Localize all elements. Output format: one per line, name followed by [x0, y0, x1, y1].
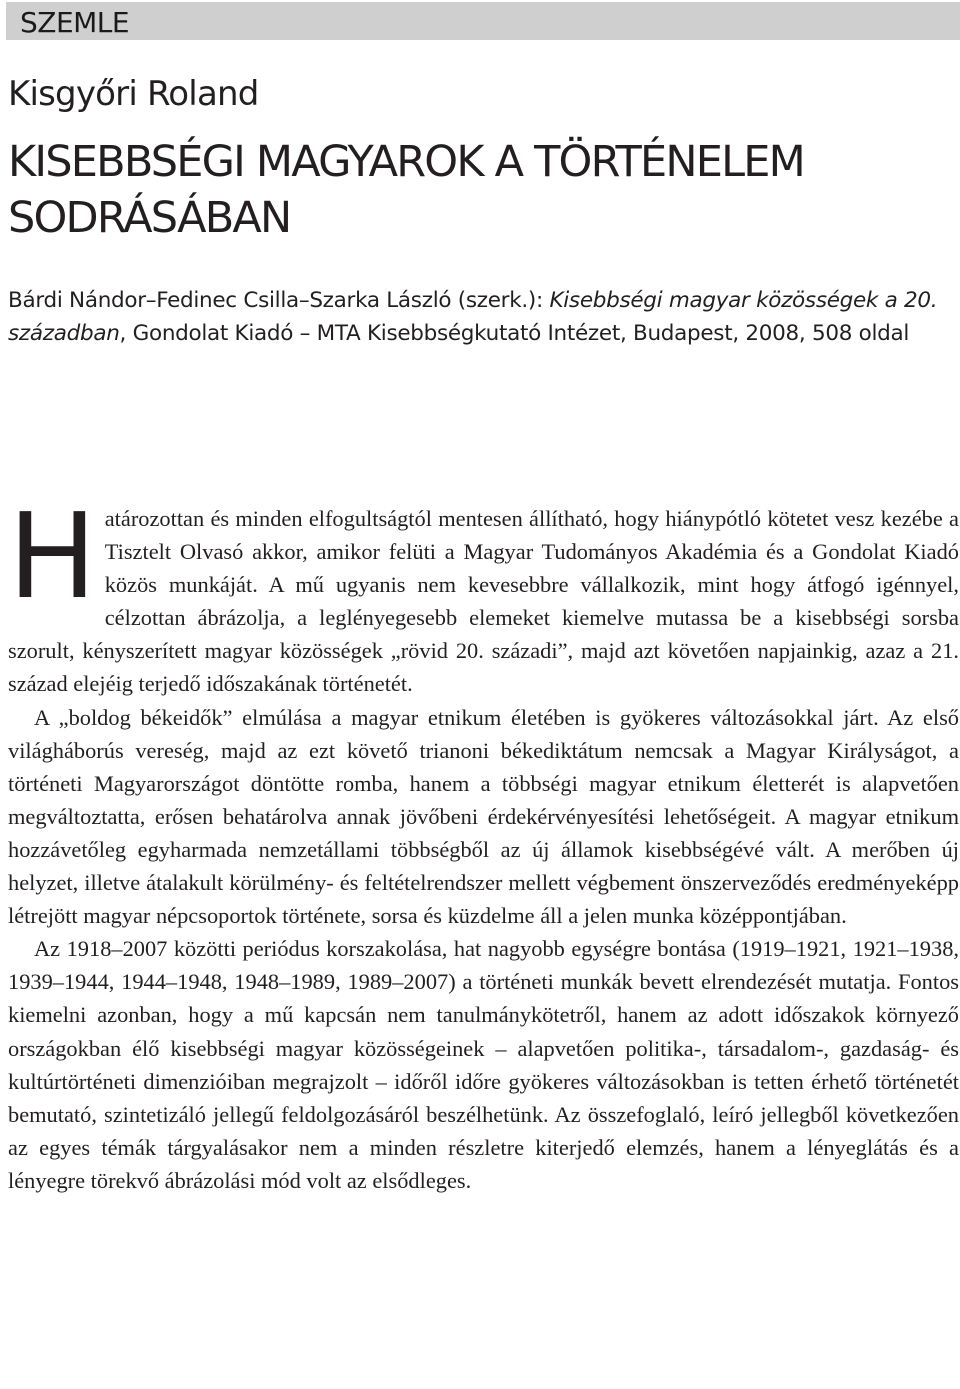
bibliographic-reference: [8, 284, 953, 350]
paragraph-1: [8, 487, 959, 701]
section-header-bar: [6, 2, 960, 40]
article-body: [8, 487, 959, 1197]
paragraph-2: A „boldog békeidők” elmúlása a magyar etnikum életében is gyökeres változásokkal járt. Az első világháborús vereség, majd az ezt követő trianoni békediktátum nemcsak a Magyar Királyságot, a történeti Magyarországot döntötte romba, hanem a többségi magyar etnikum életterét is alapvetően megváltoztatta, erősen behatárolva annak jövőbeni érdekérvényesítési lehetőségeit. A magyar etnikum hozzávetőleg egyharmada nemzetállami többségből az új államok kisebbségévé vált. A merőben új helyzet, illetve átalakult körülmény- és feltételrendszer mellett végbement önszerveződés eredményeképp létrejött magyar népcsoportok története, sorsa és küzdelme áll a jelen munka középpontjában.: [8, 704, 959, 929]
author-name: Kisgyőri Roland: [8, 74, 259, 114]
paragraph-1-text: atározottan és minden elfogultságtól mentesen állítható, hogy hiánypótló kötetet vesz kezébe a Tisztelt Olvasó akkor, amikor felüti a Magyar Tudományos Akadémia és a Gondolat Kiadó közös munkáját. A mű ugyanis nem kevesebbre vállalkozik, mint hogy átfogó igénnyel, célzottan ábrázolja, a leglényegesebb elemeket kiemelve mutassa be a kisebbségi sorsba szorult, kényszerített magyar közösségek „rövid 20. századi”, majd azt követően napjainkig, azaz a 21. század elejéig terjedő időszakának történetét.: [8, 506, 959, 697]
section-label: SZEMLE: [20, 6, 130, 39]
publication-details: , Gondolat Kiadó – MTA Kisebbségkutató Intézet, Budapest, 2008, 508 oldal: [119, 321, 910, 346]
paragraph-3: Az 1918–2007 közötti periódus korszakolása, hat nagyobb egységre bontása (1919–1921, 1921–1938, 1939–1944, 1944–1948, 1948–1989, 1989–2007) a történeti munkák bevett elrendezését mutatja. Fontos kiemelni azonban, hogy a mű kapcsán nem tanulmánykötetről, hanem az adott időszakok környező országokban élő kisebbségi magyar közösségeinek – alapvetően politika-, társadalom-, gazdaság- és kultúrtörténeti dimenzióiban megrajzolt – időről időre gyökeres változásokban is tetten érhető történetét bemutató, szintetizáló jellegű feldolgozásáról beszélhetünk. Az összefoglaló, leíró jellegből következően az egyes témák tárgyalásakor nem a minden részletre kiterjedő elemzés, hanem a lényeglátás és a lényegre törekvő ábrázolási mód volt az elsődleges.: [8, 936, 959, 1193]
book-editors: Bárdi Nándor–Fedinec Csilla–Szarka László (szerk.):: [8, 288, 550, 313]
drop-cap: H: [8, 487, 97, 625]
book-title: Kisebbségi magyar közösségek a 20. században: [8, 288, 938, 346]
article-title: KISEBBSÉGI MAGYAROK A TÖRTÉNELEM SODRÁSÁBAN: [8, 137, 804, 243]
